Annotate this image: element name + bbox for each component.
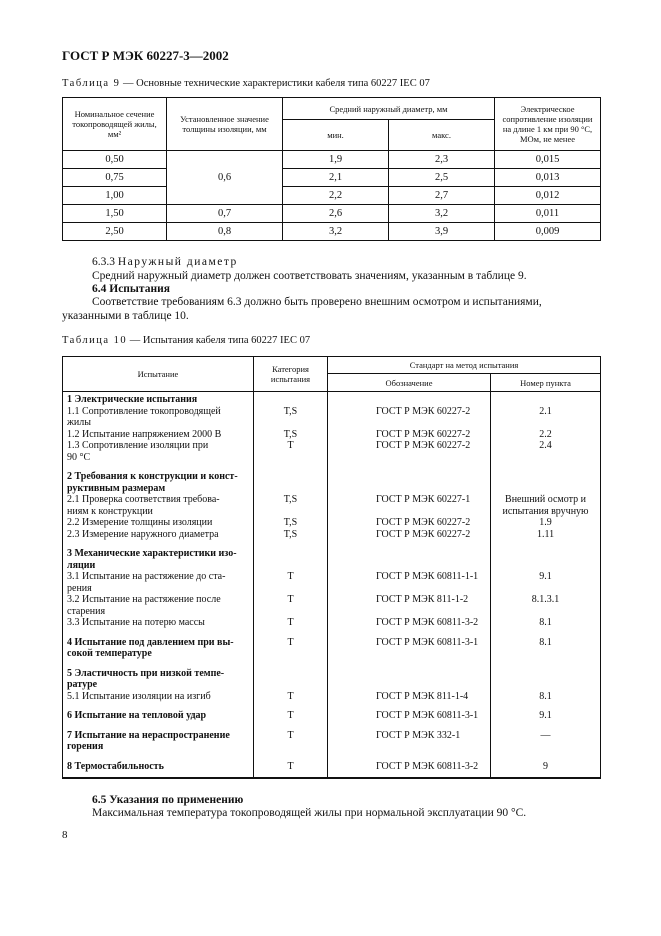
table9-cell-thickness: 0,6 [167, 151, 283, 205]
table9-cell-dmin: 2,2 [283, 187, 389, 205]
table10-test-line: 1.1 Сопротивление токопроводящей [67, 405, 221, 417]
table10-cell-clause: Внешний осмотр и испытания вручную [502, 494, 589, 517]
table9-header-thickness: Установленное значение толщины изоляции, мм [167, 98, 283, 151]
table9-cell-dmax: 2,5 [389, 169, 495, 187]
table10-cell-clause: 2.2 [539, 428, 552, 440]
table10-cell-designation: ГОСТ Р МЭК 60227-2 [376, 440, 471, 451]
table10-cell-category: T,S [283, 528, 298, 540]
table10-test-line: 1.2 Испытание напряжением 2000 В [67, 428, 222, 440]
table10-cell-designation: ГОСТ Р МЭК 60227-1 [376, 494, 471, 505]
table10-cell-category: T [287, 440, 294, 451]
table10-group-title: 7 Испытание на нераспространение [67, 729, 230, 741]
table10-header-standard: Стандарт на метод испытания [328, 357, 601, 374]
table10-group-title: 5 Эластичность при низкой темпе- [67, 667, 225, 679]
table9-cell-resistance: 0,013 [495, 169, 601, 187]
table10-test-line: 3.1 Испытание на растяжение до ста- [67, 571, 226, 582]
table10-cell-clause: 9.1 [539, 710, 552, 721]
table10-cell-clause: — [540, 729, 551, 741]
table10-cell-designation: ГОСТ Р МЭК 60811-1-1 [376, 571, 479, 582]
table10-col-clause [491, 392, 601, 778]
table-row [63, 223, 601, 241]
table9-cell-resistance: 0,012 [495, 187, 601, 205]
table10-test-line: жилы [67, 417, 91, 428]
table9-caption-rest: — Основные технические характеристики кабеля типа 60227 IEC 07 [120, 78, 430, 89]
table10-cell-clause: 2.4 [539, 440, 552, 451]
table9-cell-section: 0,50 [63, 151, 167, 169]
table9-header-resistance: Электрическое сопротивление изоляции на длине 1 км при 90 °С, МОм, не менее [495, 98, 601, 151]
table10-cell-clause: 1.9 [539, 517, 552, 528]
table9-cell-dmin: 2,6 [283, 205, 389, 223]
section-633-text: Средний наружный диаметр должен соответствовать значениям, указанным в таблице 9. [92, 270, 527, 282]
table10-group-title: 3 Механические характеристики изо- [67, 548, 237, 559]
section-633-heading [92, 256, 238, 268]
table10-cell-clause: 8.1 [539, 617, 552, 628]
table10-test-line: 2.1 Проверка соответствия требова- [67, 494, 220, 505]
page-number: 8 [62, 829, 68, 841]
table10-cell-designation: ГОСТ Р МЭК 60811-3-2 [376, 617, 479, 628]
table10-cell-category: T [287, 571, 294, 582]
table10-body [63, 392, 601, 778]
table10-test-line: 2.3 Измерение наружного диаметра [67, 528, 219, 540]
table10-cell-clause: 9.1 [539, 571, 552, 582]
table10-cell-category: T [287, 690, 294, 702]
table10-cell-clause: 1.11 [536, 528, 555, 540]
table10-header-category: Категория испытания [254, 357, 328, 392]
table10-cell-designation: ГОСТ Р МЭК 332-1 [376, 729, 461, 741]
table10-test-line: 2.2 Измерение толщины изоляции [67, 517, 213, 528]
table9-cell-dmax: 3,9 [389, 223, 495, 241]
section-64-text-line2: указанными в таблице 10. [62, 310, 189, 322]
table9-cell-section: 1,50 [63, 205, 167, 223]
table9-cell-dmax: 3,2 [389, 205, 495, 223]
table10-cell-clause: 8.1 [539, 636, 552, 648]
table10-cell-category: T [287, 617, 294, 628]
table10-cell-designation: ГОСТ Р МЭК 60811-3-1 [376, 710, 479, 721]
table10-group-title: ляции [67, 559, 96, 571]
table10-header-test: Испытание [63, 357, 254, 392]
table10-test-line: 5.1 Испытание изоляции на изгиб [67, 690, 211, 702]
table-row [63, 187, 601, 205]
table10-group-title: ратуре [67, 679, 98, 690]
table10-test-line: старения [67, 605, 106, 617]
table10-test-line: 3.3 Испытание на потерю массы [67, 617, 205, 628]
table10-col-designation [328, 392, 491, 778]
table10-group-title: 2 Требования к конструкции и конст- [67, 471, 238, 482]
table10-header-designation: Обозначение [328, 374, 491, 392]
table9-cell-section: 0,75 [63, 169, 167, 187]
table-row [63, 151, 601, 169]
table10-caption-prefix: Таблица 10 [62, 335, 128, 346]
table10-cell-category: T,S [283, 517, 298, 528]
table9 [62, 97, 601, 241]
table9-cell-resistance: 0,009 [495, 223, 601, 241]
table9-header-section: Номинальное сечение токопроводящей жилы, мм² [63, 98, 167, 151]
table10-cell-category: T [287, 710, 294, 721]
table10-cell-category: T [287, 594, 294, 605]
table10-cell-category: T,S [283, 428, 298, 440]
table10-test-line: 90 °С [67, 451, 91, 463]
table10-cell-designation: ГОСТ Р МЭК 60227-2 [376, 528, 471, 540]
table10-cell-designation: ГОСТ Р МЭК 60227-2 [376, 517, 471, 528]
table10-cell-designation: ГОСТ Р МЭК 811-1-4 [376, 690, 469, 702]
section-65-text: Максимальная температура токопроводящей жилы при нормальной эксплуатации 90 °С. [92, 807, 527, 819]
table9-cell-thickness: 0,7 [167, 205, 283, 223]
table10-cell-clause: 9 [543, 760, 548, 772]
table10-cell-designation: ГОСТ Р МЭК 60227-2 [376, 428, 471, 440]
table9-cell-dmin: 1,9 [283, 151, 389, 169]
section-633-title: Наружный диаметр [117, 256, 238, 268]
table9-cell-resistance: 0,015 [495, 151, 601, 169]
table9-header-dmin: мин. [283, 120, 389, 151]
table-row [63, 205, 601, 223]
table10-cell-category: T [287, 636, 294, 648]
table10-test-line: рения [67, 582, 92, 594]
table10-cell-clause: 2.1 [539, 405, 552, 417]
table9-cell-dmax: 2,3 [389, 151, 495, 169]
section-64-text-line1: Соответствие требованиям 6.3 должно быть проверено внешним осмотром и испытаниями, [92, 296, 542, 308]
table9-header-dmax: макс. [389, 120, 495, 151]
table-row [63, 169, 601, 187]
table10-group-title: 1 Электрические испытания [67, 394, 198, 405]
table9-cell-resistance: 0,011 [495, 205, 601, 223]
table9-header-diameter: Средний наружный диаметр, мм [283, 98, 495, 120]
table9-caption-prefix: Таблица 9 [62, 78, 121, 89]
table9-cell-section: 1,00 [63, 187, 167, 205]
document-header: ГОСТ Р МЭК 60227-3—2002 [62, 48, 229, 63]
table10-group-title: 4 Испытание под давлением при вы- [67, 636, 234, 648]
table9-cell-section: 2,50 [63, 223, 167, 241]
table10-col-category [254, 392, 328, 778]
table10 [62, 356, 601, 779]
table10-cell-designation: ГОСТ Р МЭК 60811-3-2 [376, 760, 479, 772]
table9-caption [62, 78, 430, 89]
table10-test-line: 3.2 Испытание на растяжение после [67, 594, 221, 605]
table10-group-title: руктивным размерам [67, 482, 166, 494]
section-64-heading: 6.4 Испытания [92, 283, 170, 295]
table10-cell-clause: 8.1 [539, 690, 552, 702]
table9-cell-dmax: 2,7 [389, 187, 495, 205]
table10-cell-designation: ГОСТ Р МЭК 811-1-2 [376, 594, 469, 605]
table10-caption [62, 335, 310, 346]
section-65-heading: 6.5 Указания по применению [92, 794, 244, 806]
table10-group-title: сокой температуре [67, 648, 152, 659]
table10-cell-category: T,S [283, 405, 298, 417]
table9-cell-thickness: 0,8 [167, 223, 283, 241]
table10-cell-category: T [287, 729, 294, 741]
table10-cell-designation: ГОСТ Р МЭК 60227-2 [376, 405, 471, 417]
table10-col-test [63, 392, 254, 778]
table9-cell-dmin: 2,1 [283, 169, 389, 187]
table10-header-clause: Номер пункта [491, 374, 601, 392]
table10-test-line: ниям к конструкции [67, 505, 153, 517]
table10-group-title: 8 Термостабильность [67, 760, 164, 772]
section-633-number: 6.3.3 [92, 256, 115, 268]
table10-caption-rest: — Испытания кабеля типа 60227 IEC 07 [127, 335, 311, 346]
table10-group-title: 6 Испытание на тепловой удар [67, 710, 207, 721]
table10-cell-category: T [287, 760, 294, 772]
table9-cell-dmin: 3,2 [283, 223, 389, 241]
table10-group-title: горения [67, 741, 104, 752]
table10-test-line: 1.3 Сопротивление изоляции при [67, 440, 209, 451]
table10-cell-designation: ГОСТ Р МЭК 60811-3-1 [376, 636, 479, 648]
table10-cell-category: T,S [283, 494, 298, 505]
table10-cell-clause: 8.1.3.1 [531, 594, 560, 605]
